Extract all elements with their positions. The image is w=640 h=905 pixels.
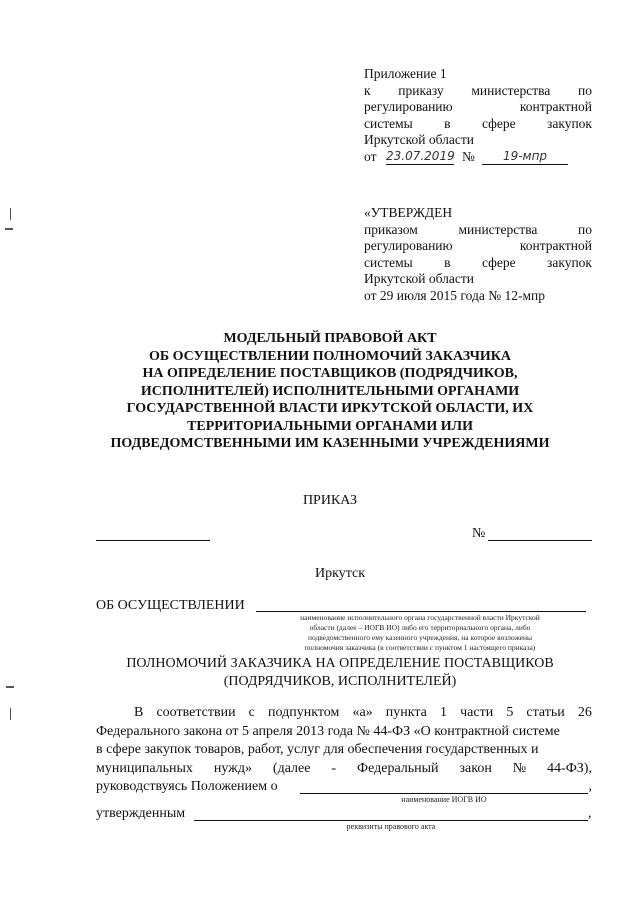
handwritten-number: 19-мпр (482, 148, 568, 166)
margin-mark (10, 708, 11, 720)
title-line: НА ОПРЕДЕЛЕНИЕ ПОСТАВЩИКОВ (ПОДРЯДЧИКОВ, (142, 366, 518, 381)
about-prefix: ОБ ОСУЩЕСТВЛЕНИИ (96, 598, 245, 613)
margin-mark (10, 208, 11, 220)
title-line: ОБ ОСУЩЕСТВЛЕНИИ ПОЛНОМОЧИЙ ЗАКАЗЧИКА (148, 348, 512, 364)
body-line: Федерального закона от 5 апреля 2013 года № 44-ФЗ «О контрактной системе (96, 723, 560, 739)
appendix-line: системы в сфере закупок (364, 115, 592, 131)
body-line: в сфере закупок товаров, работ, услуг для обеспечения государственных и (96, 742, 539, 757)
approved-line: регулированию контрактной (364, 238, 592, 253)
positioning-blank (300, 793, 588, 794)
body-line: В соответствии с подпунктом «а» пункта 1 части 5 статьи 26 (134, 705, 592, 720)
document-title (60, 330, 600, 453)
appendix-line: к приказу министерства по (364, 82, 592, 98)
order-number-sign: № (472, 526, 486, 541)
body-line: руководствуясь Положением о , (96, 779, 592, 794)
date-blank (96, 540, 210, 541)
approved-by-blank (194, 820, 588, 821)
positioning-note: наименование ИОГВ ИО (401, 795, 487, 804)
title-line: ТЕРРИТОРИАЛЬНЫМИ ОРГАНАМИ ИЛИ (187, 418, 473, 434)
about-note: наименование исполнительного органа государственной власти Иркутской области (далее – ИОГВ ИО) либо его территориального органа, либо подведомственного ему казенного учреждения, на которое возложены полномочия заказчика (в соответствии с пунктом 1 настоящего приказа) (300, 613, 540, 652)
approved-by-suffix: , (588, 806, 592, 821)
handwritten-date: 23.07.2019 (386, 148, 454, 166)
appendix-date-line: от 23.07.2019 № 19-мпр (364, 149, 592, 167)
appendix-line: Иркутской области (364, 132, 475, 147)
approved-line: системы в сфере закупок (364, 254, 592, 270)
city: Иркутск (314, 566, 366, 581)
approved-by-prefix: утвержденным (96, 806, 186, 821)
appendix-heading: Приложение 1 (364, 66, 447, 81)
margin-mark (5, 228, 13, 230)
about-blank (256, 611, 586, 612)
margin-mark (6, 686, 14, 688)
approved-line: Иркутской области (364, 271, 475, 286)
body-line: муниципальных нужд» (далее - Федеральный закон № 44-ФЗ), (96, 760, 592, 776)
number-blank (488, 540, 592, 541)
title-line: ИСПОЛНИТЕЛЕЙ) ИСПОЛНИТЕЛЬНЫМИ ОРГАНАМИ (140, 383, 520, 399)
title-line: ГОСУДАРСТВЕННОЙ ВЛАСТИ ИРКУТСКОЙ ОБЛАСТИ, ИХ (126, 401, 534, 416)
appendix-block (364, 66, 592, 167)
appendix-line: регулированию контрактной (364, 99, 592, 114)
approved-line: от 29 июля 2015 года № 12-мпр (364, 287, 545, 303)
body-paragraph (96, 704, 592, 797)
approved-line: приказом министерства по (364, 221, 592, 237)
approved-by-note: реквизиты правового акта (346, 822, 436, 831)
subtitle: ПОЛНОМОЧИЙ ЗАКАЗЧИКА НА ОПРЕДЕЛЕНИЕ ПОСТАВЩИКОВ (ПОДРЯДЧИКОВ, ИСПОЛНИТЕЛЕЙ) (126, 656, 554, 689)
approved-block (364, 205, 592, 304)
order-heading: ПРИКАЗ (302, 493, 358, 508)
approved-heading: «УТВЕРЖДЕН (364, 205, 453, 220)
title-line: ПОДВЕДОМСТВЕННЫМИ ИМ КАЗЕННЫМИ УЧРЕЖДЕНИЯМИ (110, 436, 550, 451)
title-line: МОДЕЛЬНЫЙ ПРАВОВОЙ АКТ (223, 331, 437, 346)
